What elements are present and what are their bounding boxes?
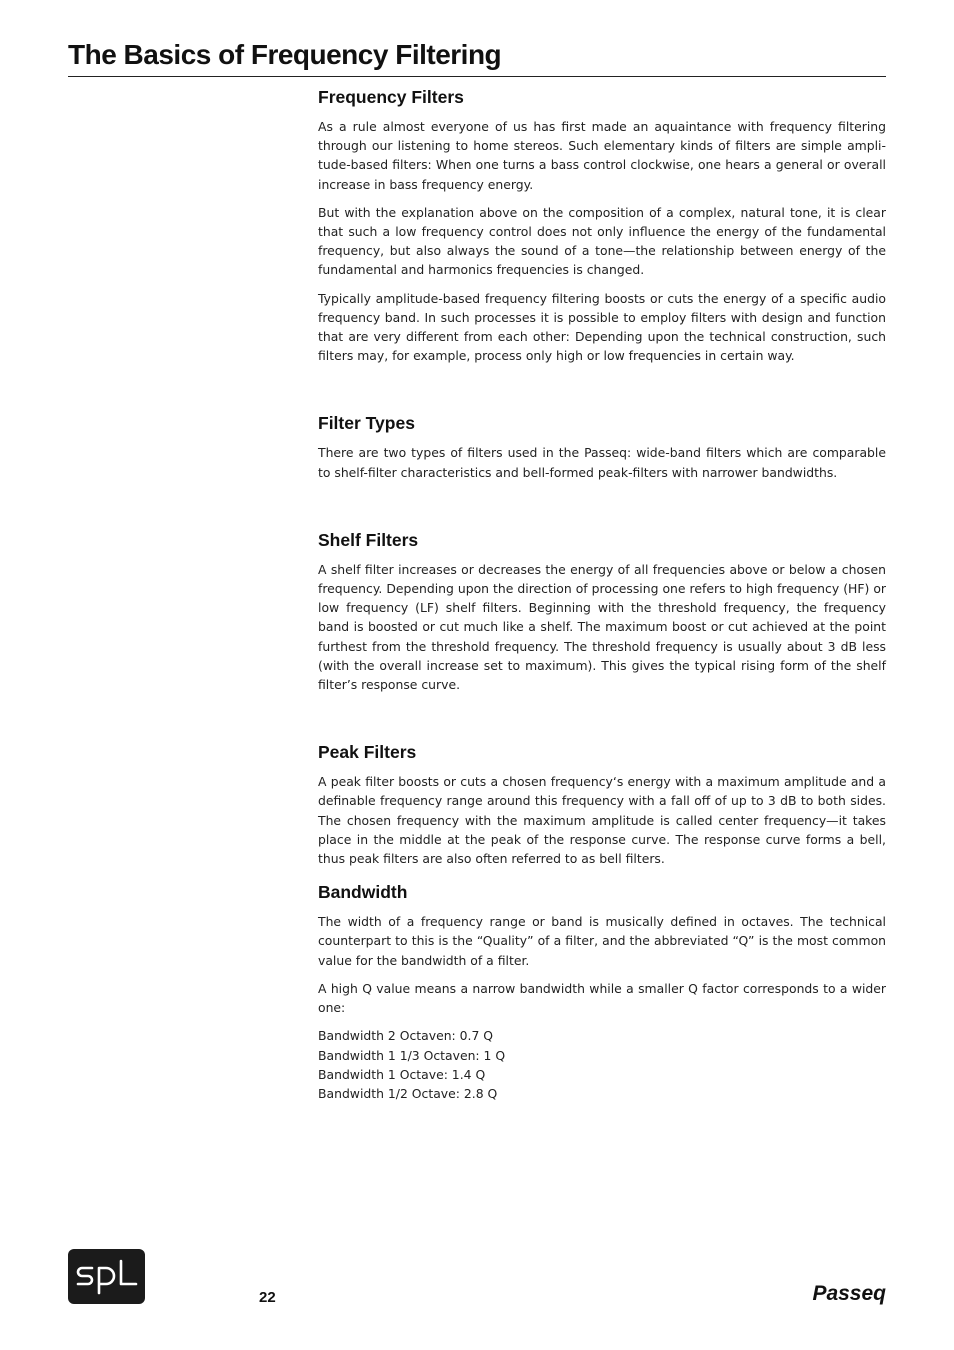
bandwidth-list: [318, 1026, 886, 1103]
product-name: Passeq: [812, 1282, 886, 1305]
list-item: Bandwidth 1 1/3 Octaven: 1 Q: [318, 1047, 506, 1063]
section-heading: Peak Filters: [318, 742, 417, 763]
main-content: [318, 86, 886, 1103]
section-filter-types: [318, 412, 886, 481]
paragraph: Typically amplitude-based frequency filtering boosts or cuts the energy of a specific audio frequency band. In such processes it is possible to employ filters with design and function that are very different from each other: Depending upon the technical construction, such filters may, for example, process only high or low frequencies in certain way.: [318, 290, 886, 364]
paragraph: There are two types of filters used in the Passeq: wide-band filters which are comparable to shelf-filter characteristics and bell-formed peak-filters with narrower bandwidths.: [318, 445, 886, 480]
list-item: Bandwidth 1 Octave: 1.4 Q: [318, 1066, 486, 1082]
paragraph: A peak filter boosts or cuts a chosen frequency‘s energy with a maximum amplitude and a definable frequency range around this frequency with a fall off of up to 3 dB to both sides. The chosen frequency with the maximum amplitude is called center frequency—it takes place in the middle at the peak of the response curve. The response curve forms a bell, thus peak filters are also often referred to as bell filters.: [318, 774, 886, 867]
page-title: The Basics of Frequency Filtering: [68, 38, 886, 77]
section-heading: Bandwidth: [318, 882, 408, 903]
spl-logo-mark: [75, 1259, 139, 1295]
list-item: Bandwidth 1/2 Octave: 2.8 Q: [318, 1085, 498, 1101]
paragraph: A shelf filter increases or decreases the energy of all frequencies above or below a chosen frequency. Depending upon the direction of processing one refers to high frequency (HF) or low frequency (LF) shelf filters. Beginning with the threshold frequency, the frequency band is boosted or cut much like a shelf. The maximum boost or cut achieved at the point furthest from the threshold frequency. The threshold frequency is usually about 3 dB less (with the overall increase set to maximum). This gives the typical rising form of the shelf filter’s response curve.: [318, 561, 886, 693]
spl-logo: [68, 1249, 145, 1304]
section-peak-filters: [318, 741, 886, 868]
section-bandwidth: [318, 881, 886, 1103]
section-frequency-filters: [318, 86, 886, 365]
section-shelf-filters: [318, 529, 886, 694]
section-heading: Filter Types: [318, 413, 415, 434]
section-heading: Frequency Filters: [318, 87, 464, 107]
paragraph: As a rule almost everyone of us has first made an aquaintance with frequency filtering through our listening to home stereos. Such elementary kinds of filters are simple amplitude-based filters: When one turns a bass control clockwise, one hears a general or overall increase in bass frequency energy.: [318, 119, 886, 192]
section-heading: Shelf Filters: [318, 529, 419, 550]
paragraph: A high Q value means a narrow bandwidth while a smaller Q factor corresponds to a wider one:: [318, 980, 886, 1016]
list-item: Bandwidth 2 Octaven: 0.7 Q: [318, 1028, 494, 1044]
page-number: 22: [259, 1289, 276, 1306]
paragraph: But with the explanation above on the composition of a complex, natural tone, it is clear that such a low frequency control does not only influence the energy of the fundamental frequency, but also always the sound of a tone—the relationship between energy of the fundamental and harmonics frequencies is changed.: [318, 204, 886, 278]
paragraph: The width of a frequency range or band is musically defined in octaves. The technical counterpart to this is the “Quality” of a filter, and the abbreviated “Q” is the most common value for the bandwidth of a filter.: [318, 914, 886, 968]
